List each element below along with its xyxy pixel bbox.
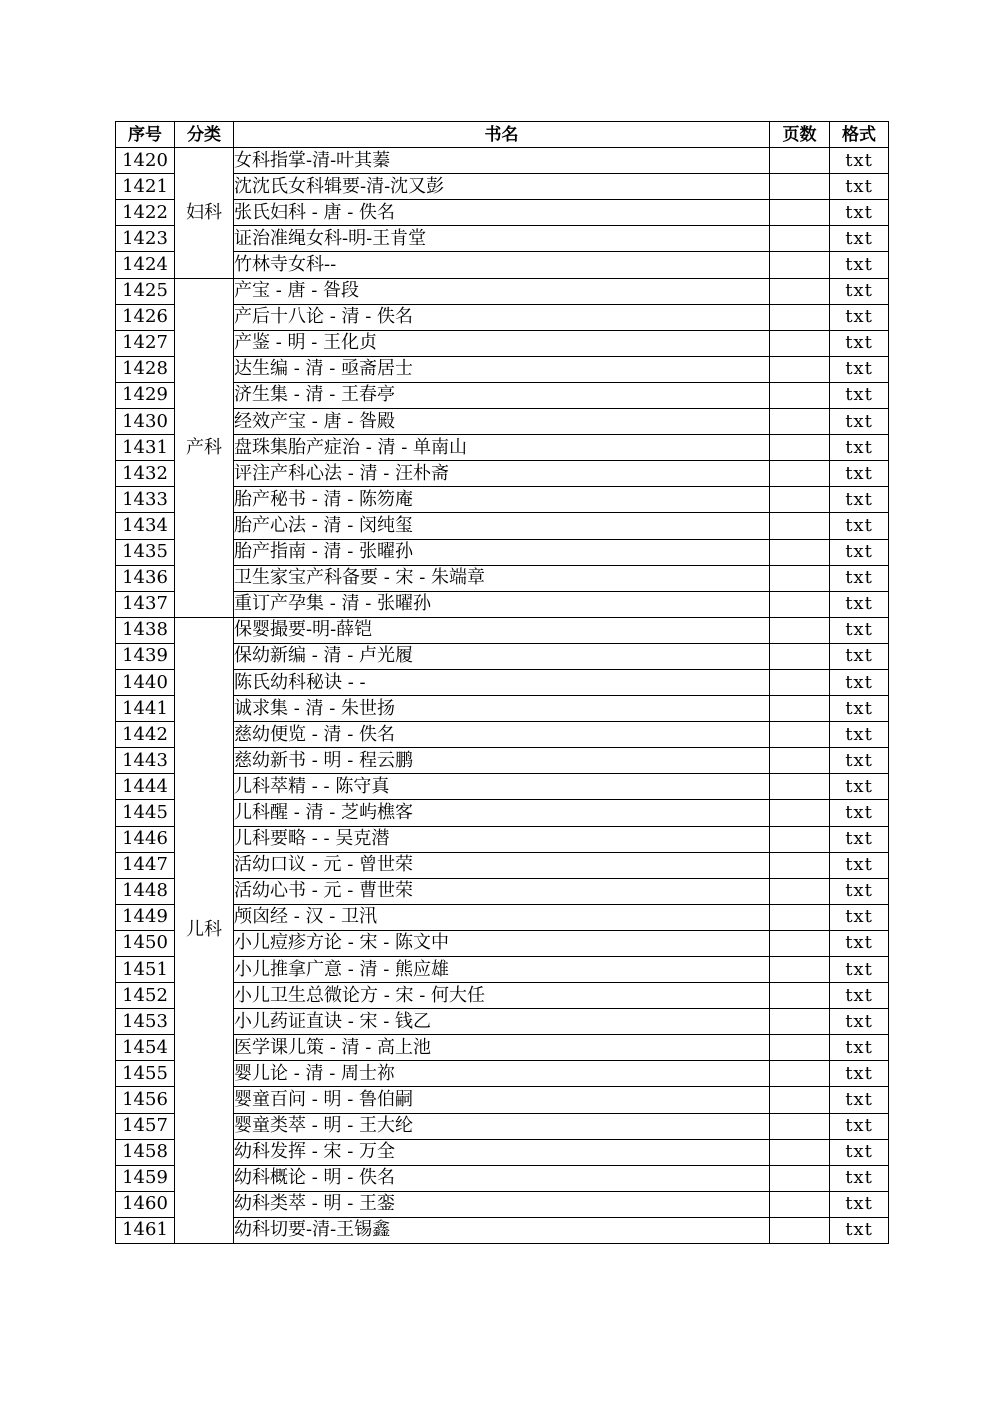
page-count (770, 826, 830, 852)
page-count (770, 226, 830, 252)
page-count (770, 1035, 830, 1061)
book-title: 证治准绳女科-明-王肯堂 (234, 226, 770, 252)
file-format: txt (830, 617, 889, 643)
row-number: 1432 (116, 461, 175, 487)
header-category: 分类 (175, 122, 234, 148)
category-cell: 妇科 (175, 148, 234, 278)
row-number: 1433 (116, 487, 175, 513)
file-format: txt (830, 356, 889, 382)
page-count (770, 983, 830, 1009)
file-format: txt (830, 435, 889, 461)
book-title: 小儿推拿广意 - 清 - 熊应雄 (234, 957, 770, 983)
page-count (770, 617, 830, 643)
book-title: 竹林寺女科-- (234, 252, 770, 278)
file-format: txt (830, 669, 889, 695)
file-format: txt (830, 148, 889, 174)
page-count (770, 252, 830, 278)
page-count (770, 1061, 830, 1087)
file-format: txt (830, 983, 889, 1009)
file-format: txt (830, 826, 889, 852)
header-number: 序号 (116, 122, 175, 148)
book-title: 儿科要略 - - 吴克潜 (234, 826, 770, 852)
file-format: txt (830, 904, 889, 930)
row-number: 1435 (116, 539, 175, 565)
file-format: txt (830, 252, 889, 278)
book-title: 儿科醒 - 清 - 芝屿樵客 (234, 800, 770, 826)
row-number: 1431 (116, 435, 175, 461)
page-count (770, 669, 830, 695)
row-number: 1458 (116, 1139, 175, 1165)
book-title: 保幼新编 - 清 - 卢光履 (234, 643, 770, 669)
row-number: 1434 (116, 513, 175, 539)
row-number: 1452 (116, 983, 175, 1009)
row-number: 1459 (116, 1165, 175, 1191)
book-title: 小儿卫生总微论方 - 宋 - 何大任 (234, 983, 770, 1009)
file-format: txt (830, 957, 889, 983)
row-number: 1436 (116, 565, 175, 591)
row-number: 1453 (116, 1009, 175, 1035)
row-number: 1438 (116, 617, 175, 643)
row-number: 1439 (116, 643, 175, 669)
file-format: txt (830, 748, 889, 774)
page-count (770, 774, 830, 800)
file-format: txt (830, 409, 889, 435)
page-count (770, 174, 830, 200)
page-count (770, 904, 830, 930)
book-title: 小儿药证直诀 - 宋 - 钱乙 (234, 1009, 770, 1035)
book-title: 慈幼新书 - 明 - 程云鹏 (234, 748, 770, 774)
file-format: txt (830, 1191, 889, 1217)
page-count (770, 1009, 830, 1035)
file-format: txt (830, 591, 889, 617)
page-count (770, 278, 830, 304)
book-title: 幼科切要-清-王锡鑫 (234, 1217, 770, 1243)
page-count (770, 696, 830, 722)
page-count (770, 1087, 830, 1113)
page-count (770, 930, 830, 956)
file-format: txt (830, 1217, 889, 1243)
page-count (770, 1217, 830, 1243)
row-number: 1448 (116, 878, 175, 904)
file-format: txt (830, 1035, 889, 1061)
page-count (770, 1165, 830, 1191)
row-number: 1441 (116, 696, 175, 722)
page-count (770, 539, 830, 565)
file-format: txt (830, 487, 889, 513)
book-title: 盘珠集胎产症治 - 清 - 单南山 (234, 435, 770, 461)
book-title: 颅囟经 - 汉 - 卫汛 (234, 904, 770, 930)
file-format: txt (830, 852, 889, 878)
page-count (770, 200, 830, 226)
book-catalog-table (115, 121, 889, 1244)
file-format: txt (830, 1165, 889, 1191)
file-format: txt (830, 513, 889, 539)
row-number: 1449 (116, 904, 175, 930)
row-number: 1457 (116, 1113, 175, 1139)
file-format: txt (830, 565, 889, 591)
page-count (770, 409, 830, 435)
row-number: 1451 (116, 957, 175, 983)
file-format: txt (830, 930, 889, 956)
book-title: 张氏妇科 - 唐 - 佚名 (234, 200, 770, 226)
table-row (116, 278, 889, 304)
page-count (770, 304, 830, 330)
table-row (116, 148, 889, 174)
book-title: 婴童类萃 - 明 - 王大纶 (234, 1113, 770, 1139)
book-title: 活幼心书 - 元 - 曹世荣 (234, 878, 770, 904)
file-format: txt (830, 696, 889, 722)
file-format: txt (830, 304, 889, 330)
file-format: txt (830, 330, 889, 356)
row-number: 1427 (116, 330, 175, 356)
file-format: txt (830, 1139, 889, 1165)
file-format: txt (830, 1009, 889, 1035)
page-count (770, 565, 830, 591)
book-title: 幼科发挥 - 宋 - 万全 (234, 1139, 770, 1165)
book-title: 女科指掌-清-叶其蓁 (234, 148, 770, 174)
book-title: 胎产秘书 - 清 - 陈笏庵 (234, 487, 770, 513)
book-title: 胎产指南 - 清 - 张曜孙 (234, 539, 770, 565)
book-title: 小儿痘疹方论 - 宋 - 陈文中 (234, 930, 770, 956)
row-number: 1437 (116, 591, 175, 617)
book-title: 济生集 - 清 - 王春亭 (234, 382, 770, 408)
file-format: txt (830, 1113, 889, 1139)
book-title: 陈氏幼科秘诀 - - (234, 669, 770, 695)
row-number: 1440 (116, 669, 175, 695)
page-count (770, 330, 830, 356)
book-title: 医学课儿策 - 清 - 高上池 (234, 1035, 770, 1061)
page-count (770, 748, 830, 774)
file-format: txt (830, 800, 889, 826)
page-count (770, 1113, 830, 1139)
book-title: 婴童百问 - 明 - 鲁伯嗣 (234, 1087, 770, 1113)
page-count (770, 435, 830, 461)
header-pages: 页数 (770, 122, 830, 148)
row-number: 1428 (116, 356, 175, 382)
file-format: txt (830, 722, 889, 748)
page-count (770, 1191, 830, 1217)
row-number: 1420 (116, 148, 175, 174)
row-number: 1444 (116, 774, 175, 800)
row-number: 1454 (116, 1035, 175, 1061)
row-number: 1445 (116, 800, 175, 826)
book-title: 婴儿论 - 清 - 周士祢 (234, 1061, 770, 1087)
table-row (116, 617, 889, 643)
category-cell: 产科 (175, 278, 234, 617)
page-count (770, 591, 830, 617)
row-number: 1421 (116, 174, 175, 200)
book-title: 慈幼便览 - 清 - 佚名 (234, 722, 770, 748)
row-number: 1429 (116, 382, 175, 408)
row-number: 1442 (116, 722, 175, 748)
book-title: 保婴撮要-明-薛铠 (234, 617, 770, 643)
book-title: 幼科类萃 - 明 - 王銮 (234, 1191, 770, 1217)
page-count (770, 461, 830, 487)
row-number: 1422 (116, 200, 175, 226)
book-title: 活幼口议 - 元 - 曾世荣 (234, 852, 770, 878)
file-format: txt (830, 461, 889, 487)
page-count (770, 643, 830, 669)
book-title: 诚求集 - 清 - 朱世扬 (234, 696, 770, 722)
book-title: 达生编 - 清 - 亟斋居士 (234, 356, 770, 382)
row-number: 1425 (116, 278, 175, 304)
row-number: 1456 (116, 1087, 175, 1113)
row-number: 1447 (116, 852, 175, 878)
row-number: 1455 (116, 1061, 175, 1087)
book-title: 产鉴 - 明 - 王化贞 (234, 330, 770, 356)
row-number: 1461 (116, 1217, 175, 1243)
row-number: 1446 (116, 826, 175, 852)
header-format: 格式 (830, 122, 889, 148)
row-number: 1423 (116, 226, 175, 252)
file-format: txt (830, 1061, 889, 1087)
row-number: 1460 (116, 1191, 175, 1217)
book-title: 胎产心法 - 清 - 闵纯玺 (234, 513, 770, 539)
book-title: 评注产科心法 - 清 - 汪朴斋 (234, 461, 770, 487)
row-number: 1430 (116, 409, 175, 435)
row-number: 1443 (116, 748, 175, 774)
file-format: txt (830, 878, 889, 904)
page-count (770, 382, 830, 408)
header-title: 书名 (234, 122, 770, 148)
book-title: 重订产孕集 - 清 - 张曜孙 (234, 591, 770, 617)
file-format: txt (830, 174, 889, 200)
file-format: txt (830, 382, 889, 408)
book-title: 经效产宝 - 唐 - 昝殿 (234, 409, 770, 435)
catalog-body (116, 148, 889, 1244)
file-format: txt (830, 1087, 889, 1113)
header-row (116, 122, 889, 148)
page-count (770, 1139, 830, 1165)
category-cell: 儿科 (175, 617, 234, 1243)
page-count (770, 513, 830, 539)
file-format: txt (830, 226, 889, 252)
book-title: 儿科萃精 - - 陈守真 (234, 774, 770, 800)
file-format: txt (830, 539, 889, 565)
page-count (770, 356, 830, 382)
book-title: 卫生家宝产科备要 - 宋 - 朱端章 (234, 565, 770, 591)
page-count (770, 957, 830, 983)
page-count (770, 878, 830, 904)
page-count (770, 487, 830, 513)
book-title: 产宝 - 唐 - 昝段 (234, 278, 770, 304)
book-title: 产后十八论 - 清 - 佚名 (234, 304, 770, 330)
file-format: txt (830, 278, 889, 304)
file-format: txt (830, 200, 889, 226)
row-number: 1426 (116, 304, 175, 330)
row-number: 1424 (116, 252, 175, 278)
file-format: txt (830, 774, 889, 800)
row-number: 1450 (116, 930, 175, 956)
page-count (770, 800, 830, 826)
book-title: 幼科概论 - 明 - 佚名 (234, 1165, 770, 1191)
page-count (770, 722, 830, 748)
book-title: 沈沈氏女科辑要-清-沈又彭 (234, 174, 770, 200)
file-format: txt (830, 643, 889, 669)
page-count (770, 852, 830, 878)
page-count (770, 148, 830, 174)
